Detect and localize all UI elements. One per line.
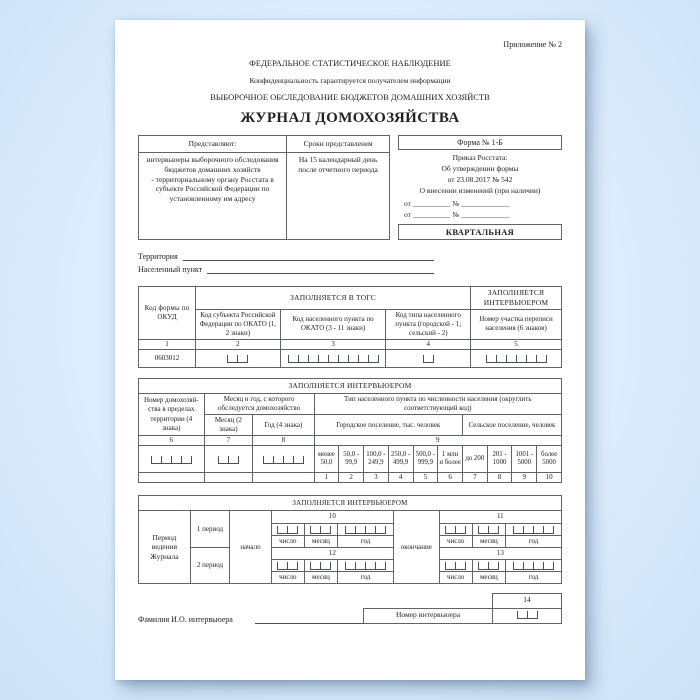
rosstat-order-block xyxy=(398,153,562,197)
journal-period-label: Период ведения Журнала xyxy=(139,511,191,584)
day-label: число xyxy=(439,535,472,547)
urban-settlement-header: Городское поселение, тыс. человек xyxy=(314,415,462,436)
year-label: год xyxy=(338,535,394,547)
p2-start-day-boxes xyxy=(277,562,298,570)
household-info-table xyxy=(138,378,562,484)
annex-label: Приложение № 2 xyxy=(503,40,562,49)
filled-in-togs-header: ЗАПОЛНЯЕТСЯ В ТОГС xyxy=(196,287,471,310)
p2-end-month-cell xyxy=(472,559,505,571)
start-label: начало xyxy=(230,511,271,584)
okato-settlement-boxes xyxy=(288,355,379,363)
col-num-9: 9 xyxy=(314,436,561,446)
category-code: 5 xyxy=(413,473,438,483)
settlement-line xyxy=(207,264,434,274)
footer-row xyxy=(138,593,562,624)
okato-subject-header: Код субъекта Российской Федерации по ОКАТО (1, 2 знаки) xyxy=(196,309,281,339)
p1-start-year-boxes xyxy=(345,526,386,534)
year-label: год xyxy=(505,571,561,583)
p1-start-month-boxes xyxy=(310,526,331,534)
amendment-blanks xyxy=(398,198,562,221)
p2-start-month-boxes xyxy=(310,562,331,570)
population-category: 201 - 1000 xyxy=(487,446,512,473)
okud-code-value: 0603012 xyxy=(139,349,196,367)
submission-who-line2: - территориальному органу Росстата в субъекте Российской Федерации по установленному им адресу xyxy=(151,174,274,203)
month-boxes xyxy=(218,456,239,464)
p2-end-year-boxes xyxy=(513,562,554,570)
rural-settlement-header: Сельское поселение, человек xyxy=(462,415,561,436)
col-num-6: 6 xyxy=(139,436,205,446)
p1-end-year-cell xyxy=(505,523,561,535)
household-number-boxes xyxy=(151,456,192,464)
empty-cell xyxy=(204,473,253,483)
t3-filled-by-interviewer-header: ЗАПОЛНЯЕТСЯ ИНТЕРВЬЮЕРОМ xyxy=(139,496,562,511)
order-line-1: Приказ Росстата: xyxy=(452,153,508,162)
interviewer-name-line xyxy=(255,614,363,624)
year-boxes xyxy=(263,456,304,464)
category-code: 1 xyxy=(314,473,339,483)
interviewer-name-label: Фамилия И.О. интервьюера xyxy=(138,615,233,624)
end-label: окончание xyxy=(394,511,440,584)
month-label: месяц xyxy=(472,571,505,583)
p2-end-day-boxes xyxy=(445,562,466,570)
settlement-type-boxes-cell xyxy=(386,349,471,367)
interviewer-number-cells xyxy=(492,593,562,624)
settlement-label: Населенный пункт xyxy=(138,265,203,274)
day-label: число xyxy=(439,571,472,583)
territory-label: Территория xyxy=(138,252,178,261)
t2-filled-by-interviewer-header: ЗАПОЛНЯЕТСЯ ИНТЕРВЬЮЕРОМ xyxy=(139,378,562,393)
interviewer-number-label: Номер интервьюера xyxy=(363,608,493,624)
col-num-4: 4 xyxy=(386,339,471,349)
submission-table xyxy=(138,135,390,240)
census-area-boxes xyxy=(486,355,547,363)
location-block xyxy=(138,251,434,274)
settlement-type-boxes xyxy=(423,355,434,363)
federal-observation-heading: ФЕДЕРАЛЬНОЕ СТАТИСТИЧЕСКОЕ НАБЛЮДЕНИЕ xyxy=(249,58,451,68)
submission-who-body xyxy=(139,153,287,240)
order-line-3: от 23.08.2017 № 542 xyxy=(447,174,513,184)
okud-col-header: Код формы по ОКУД xyxy=(139,287,196,340)
household-number-header: Номер домохозяй-ства в пределах территории (4 знака) xyxy=(139,393,205,435)
territory-line xyxy=(183,251,434,261)
period-1-label: 1 период xyxy=(190,511,229,547)
col-num-13: 13 xyxy=(439,547,561,559)
household-number-boxes-cell xyxy=(139,446,205,473)
p1-start-day-cell xyxy=(271,523,304,535)
col-num-7: 7 xyxy=(204,436,253,446)
category-code: 3 xyxy=(364,473,389,483)
territory-row xyxy=(138,251,434,261)
period-2-label: 2 период xyxy=(190,547,229,583)
amendment-blank-1: от __________ № _____________ xyxy=(404,198,510,208)
p2-end-day-cell xyxy=(439,559,472,571)
col-num-8: 8 xyxy=(253,436,314,446)
col-num-14: 14 xyxy=(492,593,562,609)
submission-when-header: Сроки представления xyxy=(287,136,390,153)
month-header: Месяц (2 знака) xyxy=(204,415,253,436)
category-code: 9 xyxy=(512,473,537,483)
population-category: 50,0 - 99,9 xyxy=(339,446,364,473)
settlement-population-type-header: Тип населенного пункта по численности населения (округлить соответствующий код) xyxy=(314,393,561,414)
survey-heading: ВЫБОРОЧНОЕ ОБСЛЕДОВАНИЕ БЮДЖЕТОВ ДОМАШНИХ ХОЗЯЙСТВ xyxy=(210,92,490,102)
okud-codes-table xyxy=(138,286,562,368)
day-label: число xyxy=(271,535,304,547)
p1-end-year-boxes xyxy=(513,526,554,534)
p2-start-year-cell xyxy=(338,559,394,571)
order-line-2: Об утверждении формы xyxy=(441,163,519,173)
col-num-11: 11 xyxy=(439,511,561,523)
month-label: месяц xyxy=(472,535,505,547)
submission-when-body: На 15 календарный день после отчетного периода xyxy=(287,153,390,240)
form-sheet xyxy=(115,20,585,680)
col-num-2: 2 xyxy=(196,339,281,349)
filled-by-interviewer-header: ЗАПОЛНЯЕТСЯ ИНТЕРВЬЮЕРОМ xyxy=(471,287,562,310)
population-category: 500,0 - 999,9 xyxy=(413,446,438,473)
census-area-header: Номер участка переписи населения (6 знаков) xyxy=(471,309,562,339)
form-info-block xyxy=(398,135,562,240)
p1-end-month-boxes xyxy=(478,526,499,534)
month-boxes-cell xyxy=(204,446,253,473)
year-header: Год (4 знака) xyxy=(253,415,314,436)
population-category: 100,0 - 249,9 xyxy=(364,446,389,473)
category-code: 8 xyxy=(487,473,512,483)
interviewer-number-boxes-cell xyxy=(492,608,562,624)
p2-start-day-cell xyxy=(271,559,304,571)
population-category: 1001 - 5000 xyxy=(512,446,537,473)
interviewer-number-block xyxy=(363,593,562,624)
journal-period-table xyxy=(138,495,562,584)
okato-subject-boxes-cell xyxy=(196,349,281,367)
month-label: месяц xyxy=(304,571,337,583)
col-num-3: 3 xyxy=(280,339,386,349)
settlement-type-header: Код типа населенного пункта (городской - 1; сельский - 2) xyxy=(386,309,471,339)
p2-start-year-boxes xyxy=(345,562,386,570)
p2-start-month-cell xyxy=(304,559,337,571)
p1-start-day-boxes xyxy=(277,526,298,534)
col-num-1: 1 xyxy=(139,339,196,349)
category-code: 4 xyxy=(388,473,413,483)
category-code: 7 xyxy=(462,473,487,483)
category-code: 10 xyxy=(537,473,562,483)
okato-settlement-boxes-cell xyxy=(280,349,386,367)
population-category: 1 млн и более xyxy=(438,446,463,473)
form-title: ЖУРНАЛ ДОМОХОЗЯЙСТВА xyxy=(240,110,460,126)
month-label: месяц xyxy=(304,535,337,547)
col-num-12: 12 xyxy=(271,547,393,559)
p2-end-year-cell xyxy=(505,559,561,571)
p1-start-year-cell xyxy=(338,523,394,535)
p1-end-month-cell xyxy=(472,523,505,535)
category-code: 2 xyxy=(339,473,364,483)
year-label: год xyxy=(505,535,561,547)
confidentiality-note: Конфиденциальность гарантируется получателем информации xyxy=(249,76,451,85)
population-category: более 5000 xyxy=(537,446,562,473)
p1-end-day-boxes xyxy=(445,526,466,534)
periodicity-box: КВАРТАЛЬНАЯ xyxy=(398,224,562,240)
okato-subject-boxes xyxy=(227,355,248,363)
census-area-boxes-cell xyxy=(471,349,562,367)
amendment-blank-2: от __________ № _____________ xyxy=(404,209,510,219)
p1-start-month-cell xyxy=(304,523,337,535)
category-code: 6 xyxy=(438,473,463,483)
empty-cell xyxy=(139,473,205,483)
col-num-5: 5 xyxy=(471,339,562,349)
population-category: 250,0 - 499,9 xyxy=(388,446,413,473)
settlement-row xyxy=(138,264,434,274)
interviewer-number-boxes xyxy=(517,611,538,619)
order-line-4: О внесении изменений (при наличии) xyxy=(419,185,541,195)
col-num-10: 10 xyxy=(271,511,393,523)
p2-end-month-boxes xyxy=(478,562,499,570)
population-category: до 200 xyxy=(462,446,487,473)
year-boxes-cell xyxy=(253,446,314,473)
top-section xyxy=(138,135,562,240)
population-category: менее 50,0 xyxy=(314,446,339,473)
empty-cell xyxy=(253,473,314,483)
day-label: число xyxy=(271,571,304,583)
month-year-group-header: Месяц и год, с которого обследуется домохозяйство xyxy=(204,393,314,414)
form-number-box: Форма № 1-Б xyxy=(398,135,562,150)
year-label: год xyxy=(338,571,394,583)
okato-settlement-header: Код населенного пункта по ОКАТО (3 - 11 знаки) xyxy=(280,309,386,339)
submission-who-header: Представляют: xyxy=(139,136,287,153)
submission-who-line1: интервьюеры выборочного обследования бюджетов домашних хозяйств xyxy=(146,155,279,174)
p1-end-day-cell xyxy=(439,523,472,535)
